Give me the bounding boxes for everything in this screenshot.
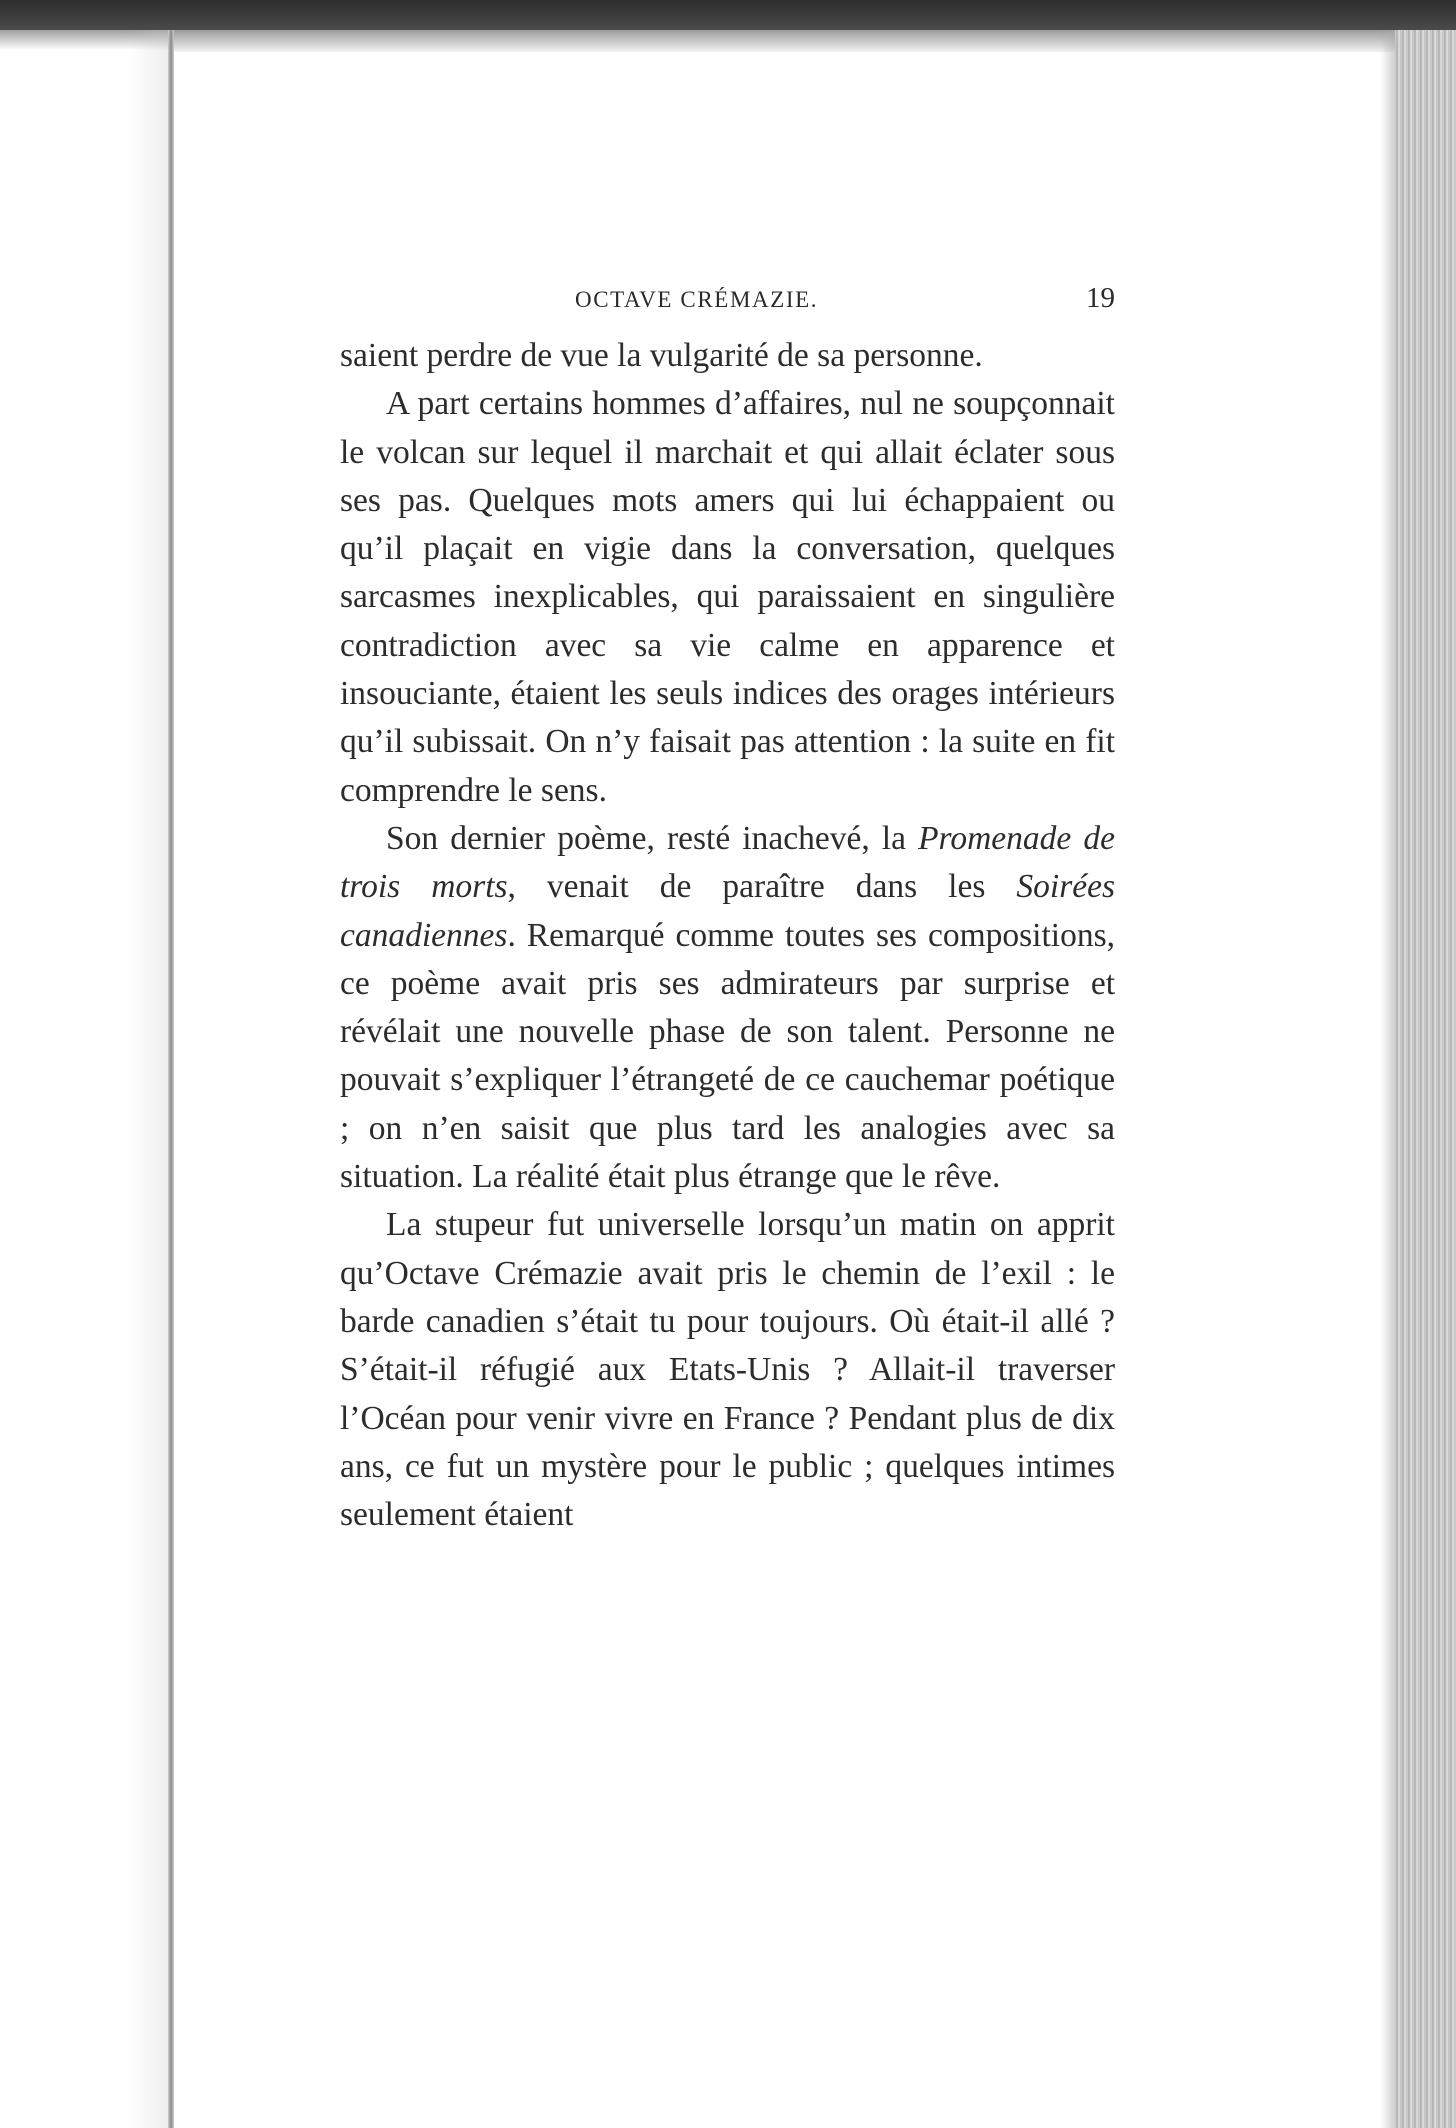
body-text: [340, 332, 1115, 1539]
stacked-page-edges: [1395, 30, 1456, 2128]
paragraph-text: . Remarqué comme toutes ses compositions, ce poème avait pris ses admirateurs par surprise et révélait une nouvelle phase de son talent. Personne ne pouvait s’expliquer l’étrangeté de ce cauchemar poétique ; on n’en saisit que plus tard les analogies avec sa situation. La réalité était plus étrange que le rêve.: [340, 916, 1115, 1196]
italic-publication-title: Soirées canadiennes: [340, 868, 1116, 954]
running-head: [340, 282, 1115, 322]
page-number: 19: [1086, 282, 1115, 314]
running-title: OCTAVE CRÉMAZIE.: [575, 287, 819, 312]
page-top-edge: [172, 30, 1395, 52]
spine-shadow: [130, 30, 170, 2128]
paragraph-text: , venait de paraître dans les: [507, 868, 1017, 906]
paragraph: La stupeur fut universelle lorsqu’un matin on apprit qu’Octave Crémazie avait pris le chemin de l’exil : le barde canadien s’était tu pour toujours. Où était-il allé ? S’était-il réfugié aux Etats-Unis ? Allait-il traverser l’Océan pour venir vivre en France ? Pendant plus de dix ans, ce fut un mystère pour le public ; quelques intimes seulement étaient: [340, 1206, 1115, 1534]
page-edge-shadow: [1380, 30, 1396, 2128]
paragraph-with-italics: [340, 815, 1115, 1201]
paragraph-continued: saient perdre de vue la vulgarité de sa personne.: [340, 337, 983, 374]
book-spine-gutter: [168, 30, 174, 2128]
italic-poem-title: Promenade de trois morts: [340, 819, 1116, 906]
scan-background-top: [0, 0, 1456, 30]
paragraph: A part certains hommes d’affaires, nul ne soupçonnait le volcan sur lequel il marchait et qui allait éclater sous ses pas. Quelques mots amers qui lui échappaient ou qu’il plaçait en vigie dans la conversation, quelques sarcasmes inexplicables, qui paraissaient en singulière contradiction avec sa vie calme en apparence et insouciante, étaient les seuls indices des orages intérieurs qu’il subissait. On n’y faisait pas attention : la suite en fit comprendre le sens.: [340, 385, 1115, 809]
paragraph-text: Son dernier poème, resté inachevé, la: [386, 819, 919, 857]
